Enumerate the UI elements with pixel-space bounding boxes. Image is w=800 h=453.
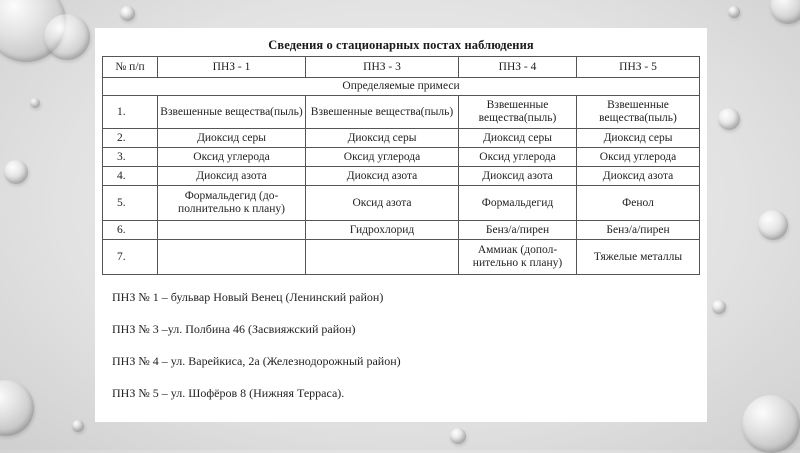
subheader-cell: Определяемые примеси (103, 78, 700, 96)
table-cell: Диоксид азота (459, 167, 577, 186)
water-drop-decoration (728, 6, 740, 18)
table-cell (306, 240, 459, 275)
stations-table (102, 56, 700, 275)
table-cell: Диоксид серы (459, 129, 577, 148)
table-header-row (103, 57, 700, 78)
row-number: 6. (103, 221, 158, 240)
table-cell: Диоксид серы (158, 129, 306, 148)
row-number: 2. (103, 129, 158, 148)
water-drop-decoration (72, 420, 84, 432)
table-cell: Гидрохлорид (306, 221, 459, 240)
table-cell: Аммиак (допол-нительно к плану) (459, 240, 577, 275)
document-title: Сведения о стационарных постах наблюдения (268, 38, 534, 52)
table-cell: Формальдегид (до-полнительно к плану) (158, 186, 306, 221)
table-subheader-row (103, 78, 700, 96)
table-cell: Оксид азота (306, 186, 459, 221)
column-header: ПНЗ - 5 (577, 57, 700, 78)
table-cell: Оксид углерода (577, 148, 700, 167)
table-cell: Взвешенные вещества(пыль) (577, 96, 700, 129)
table-cell: Взвешенные вещества(пыль) (158, 96, 306, 129)
table-row (103, 186, 700, 221)
table-cell: Бенз/а/пирен (459, 221, 577, 240)
table-cell: Диоксид серы (577, 129, 700, 148)
table-cell: Диоксид азота (158, 167, 306, 186)
water-drop-decoration (770, 0, 800, 24)
table-cell: Оксид углерода (306, 148, 459, 167)
row-number: 4. (103, 167, 158, 186)
post-address: ПНЗ № 5 – ул. Шофёров 8 (Нижняя Терраса). (112, 386, 345, 400)
table-row (103, 96, 700, 129)
row-number: 5. (103, 186, 158, 221)
table-row (103, 167, 700, 186)
row-number: 3. (103, 148, 158, 167)
table-cell: Взвешенные вещества(пыль) (306, 96, 459, 129)
water-drop-decoration (120, 6, 135, 21)
posts-list (102, 287, 700, 403)
table-cell: Диоксид азота (577, 167, 700, 186)
post-address: ПНЗ № 4 – ул. Варейкиса, 2а (Железнодорожный район) (112, 354, 401, 368)
water-drop-decoration (30, 98, 40, 108)
water-drop-decoration (4, 160, 28, 184)
table-row (103, 148, 700, 167)
table-cell: Тяжелые металлы (577, 240, 700, 275)
water-drop-decoration (718, 108, 740, 130)
table-row (103, 240, 700, 275)
post-address: ПНЗ № 3 –ул. Полбина 46 (Засвияжский район) (112, 322, 356, 336)
table-cell: Диоксид азота (306, 167, 459, 186)
table-row (103, 221, 700, 240)
table-cell: Формальдегид (459, 186, 577, 221)
table-cell: Взвешенные вещества(пыль) (459, 96, 577, 129)
column-header: № п/п (103, 57, 158, 78)
table-cell: Фенол (577, 186, 700, 221)
table-cell: Оксид углерода (459, 148, 577, 167)
column-header: ПНЗ - 4 (459, 57, 577, 78)
water-drop-decoration (758, 210, 788, 240)
column-header: ПНЗ - 1 (158, 57, 306, 78)
table-cell: Оксид углерода (158, 148, 306, 167)
row-number: 7. (103, 240, 158, 275)
post-address: ПНЗ № 1 – бульвар Новый Венец (Ленинский район) (112, 290, 384, 304)
column-header: ПНЗ - 3 (306, 57, 459, 78)
table-cell (158, 221, 306, 240)
row-number: 1. (103, 96, 158, 129)
table-cell: Бенз/а/пирен (577, 221, 700, 240)
document-card (95, 28, 707, 422)
water-drop-decoration (44, 14, 90, 60)
table-cell: Диоксид серы (306, 129, 459, 148)
water-drop-decoration (450, 428, 466, 444)
water-drop-decoration (742, 395, 800, 453)
table-row (103, 129, 700, 148)
water-drop-decoration (712, 300, 726, 314)
water-drop-decoration (0, 380, 34, 436)
table-cell (158, 240, 306, 275)
